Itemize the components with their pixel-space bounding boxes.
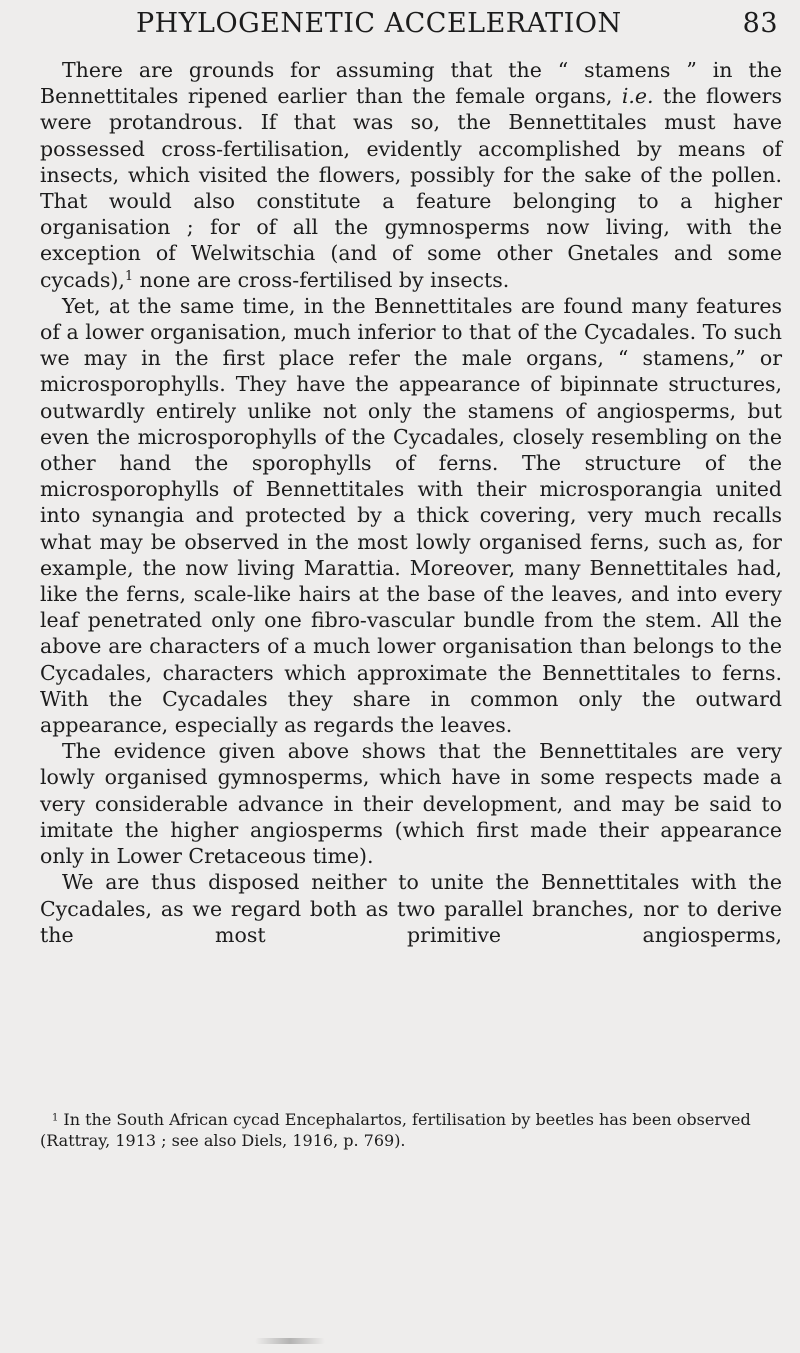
footnote-reference[interactable]: 1 — [124, 267, 134, 283]
page-number: 83 — [742, 8, 778, 39]
footnote-marker: 1 — [52, 1112, 59, 1124]
abbrev-ie: i.e. — [621, 84, 654, 109]
paragraph-2: Yet, at the same time, in the Bennettitales are found many features of a lower organisation, much inferior to that of the Cycadales. To such we may in the first place refer the male organs, “ stamens,” or microsporophylls. They have the appearance of bipinnate structures, outwardly entirely unlike not only the stamens of angiosperms, but even the microsporophylls of the Cycadales, closely resembling on the other hand the sporophylls of ferns. The structure of the microsporophylls of Bennettitales with their microsporangia united into synangia and protected by a thick covering, very much recalls what may be observed in the most lowly organised ferns, such as, for example, the now living Marattia. Moreover, many Bennettitales had, like the ferns, scale-like hairs at the base of the leaves, and into every leaf penetrated only one fibro-vascular bundle from the stem. All the above are characters of a much lower organisation than belongs to the Cycadales, characters which approximate the Bennettitales to ferns. With the Cycadales they share in common only the outward appearance, especially as regards the leaves. — [40, 293, 782, 738]
paragraph-3: The evidence given above shows that the Bennettitales are very lowly organised gymnosperms, which have in some respects made a very considerable advance in their development, and may be said to imitate the higher angiosperms (which first made their appearance only in Lower Cretaceous time). — [40, 739, 782, 869]
paragraph-1 — [40, 57, 782, 293]
paragraph-1-part-b: the flowers were protandrous. If that was so, the Bennettitales must have possessed cross-fertilisation, evidently accomplished by means of insects, which visited the flowers, possibly for the sake of the pollen. That would also constitute a feature belonging to a higher organisation ; for of all the gymnosperms now living, with the exception of Welwitschia (and of some other Gnetales and some cycads), — [40, 84, 782, 292]
footnote — [40, 1110, 782, 1151]
footnote-text: In the South African cycad Encephalartos, fertilisation by beetles has been observed (Rattray, 1913 ; see also Diels, 1916, p. 769). — [40, 1110, 751, 1150]
running-title: PHYLOGENETIC ACCELERATION — [136, 8, 622, 39]
paragraph-1-part-c: none are cross-fertilised by insects. — [133, 267, 510, 292]
paragraph-4: We are thus disposed neither to unite the Bennettitales with the Cycadales, as we regard both as two parallel branches, nor to derive the most primitive angiosperms, — [40, 870, 782, 947]
footnote-1 — [40, 1110, 782, 1151]
body-text — [40, 57, 782, 948]
running-header — [136, 8, 778, 46]
scan-smudge — [255, 1338, 325, 1344]
paragraph-1-part-a: There are grounds for assuming that the “ stamens ” in the Bennettitales ripened earlier than the female organs, — [40, 58, 782, 109]
